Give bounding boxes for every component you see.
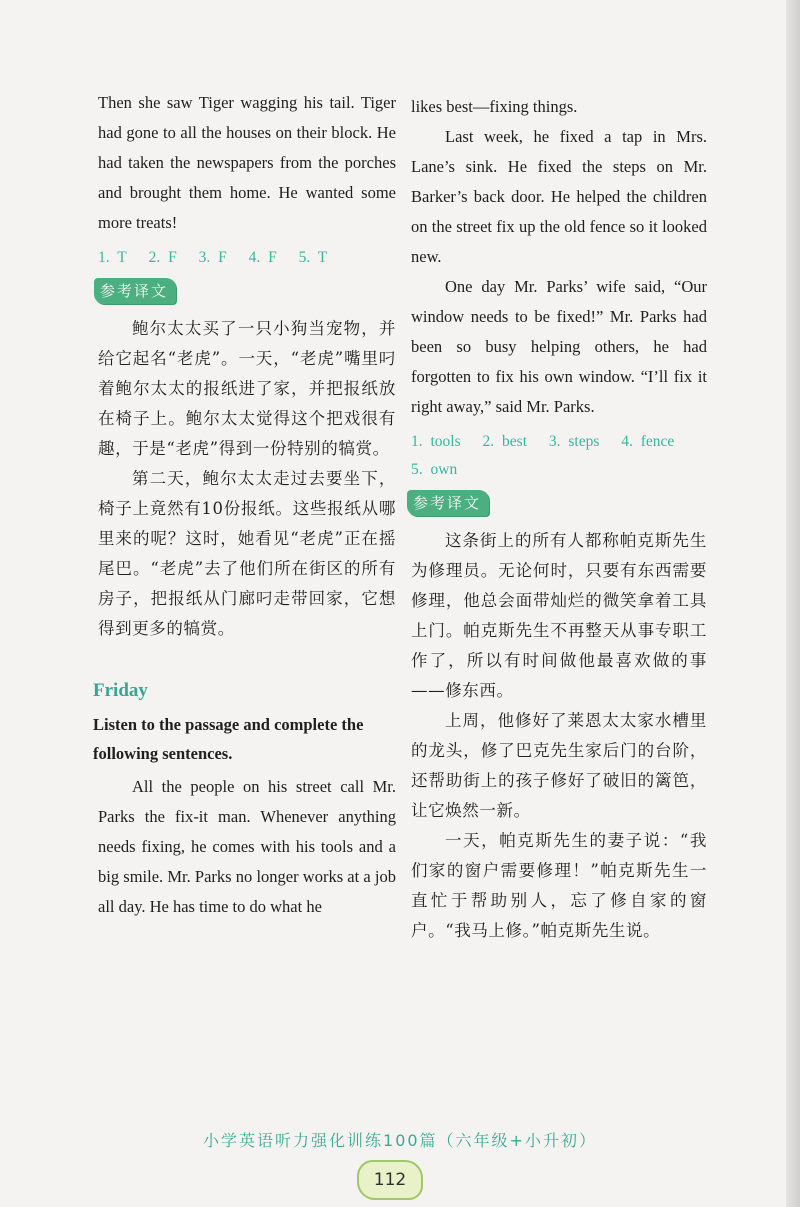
answer-item: 1. T xyxy=(98,249,127,266)
page-number: 112 xyxy=(373,1170,407,1190)
translation-paragraph: 上周，他修好了莱恩太太家水槽里的龙头，修了巴克先生家后门的台阶，还帮助街上的孩子修好了破旧的篱笆，让它焕然一新。 xyxy=(411,711,707,820)
answer-key-left xyxy=(98,244,396,272)
answer-key-right xyxy=(411,428,707,484)
answer-item: 5. own xyxy=(411,461,458,478)
story-ending: Then she saw Tiger wagging his tail. Tiger had gone to all the houses on their block. He had taken the newspapers from the porches and brought them home. He wanted some more treats! xyxy=(98,93,396,232)
page-edge-shadow xyxy=(786,0,800,1207)
translation-paragraph: 一天，帕克斯先生的妻子说：“我们家的窗户需要修理！”帕克斯先生一直忙于帮助别人，忘了修自家的窗户。“我马上修。”帕克斯先生说。 xyxy=(411,831,707,940)
passage-continuation: likes best—fixing things. xyxy=(411,97,578,116)
answer-item: 2. best xyxy=(482,433,527,450)
answer-item: 4. fence xyxy=(621,433,675,450)
translation-paragraph: 第二天，鲍尔太太走过去要坐下，椅子上竟然有10份报纸。这些报纸从哪里来的呢？这时，她看见“老虎”正在摇尾巴。“老虎”去了他们所在街区的所有房子，把报纸从门廊叼走带回家，它想得到更多的犒赏。 xyxy=(98,469,396,638)
answer-item: 1. tools xyxy=(411,433,461,450)
exercise-instruction: Listen to the passage and complete the following sentences. xyxy=(93,715,364,763)
answer-item: 3. F xyxy=(198,249,227,266)
translation-paragraph: 鲍尔太太买了一只小狗当宠物，并给它起名“老虎”。一天，“老虎”嘴里叼着鲍尔太太的报纸进了家，并把报纸放在椅子上。鲍尔太太觉得这个把戏很有趣，于是“老虎”得到一份特别的犒赏。 xyxy=(98,319,396,458)
passage-paragraph: One day Mr. Parks’ wife said, “Our window needs to be fixed!” Mr. Parks had been so busy helping others, he had forgotten to fix his own window. “I’ll fix it right away,” said Mr. Parks. xyxy=(411,277,707,416)
right-column xyxy=(411,92,707,946)
answer-item: 3. steps xyxy=(548,433,600,450)
section-title: Friday xyxy=(93,680,148,701)
passage-paragraph: All the people on his street call Mr. Parks the fix-it man. Whenever anything needs fixing, he comes with his tools and a big smile. Mr. Parks no longer works at a job all day. He has time to do what he xyxy=(98,777,396,916)
translation-tag: 参考译文 xyxy=(94,278,176,304)
book-title: 小学英语听力强化训练100篇（六年级+小升初） xyxy=(203,1131,597,1150)
page-number-badge xyxy=(357,1160,423,1200)
translation-paragraph: 这条街上的所有人都称帕克斯先生为修理员。无论何时，只要有东西需要修理，他总会面带灿烂的微笑拿着工具上门。帕克斯先生不再整天从事专职工作了，所以有时间做他最喜欢做的事——修东西。 xyxy=(411,531,707,700)
translation-tag: 参考译文 xyxy=(407,490,489,516)
passage-paragraph: Last week, he fixed a tap in Mrs. Lane’s sink. He fixed the steps on Mr. Barker’s back door. He helped the children on the street fix up the old fence so it looked new. xyxy=(411,127,707,266)
answer-item: 4. F xyxy=(248,249,277,266)
left-column xyxy=(93,88,396,922)
answer-item: 5. T xyxy=(298,249,328,266)
answer-item: 2. F xyxy=(148,249,177,266)
